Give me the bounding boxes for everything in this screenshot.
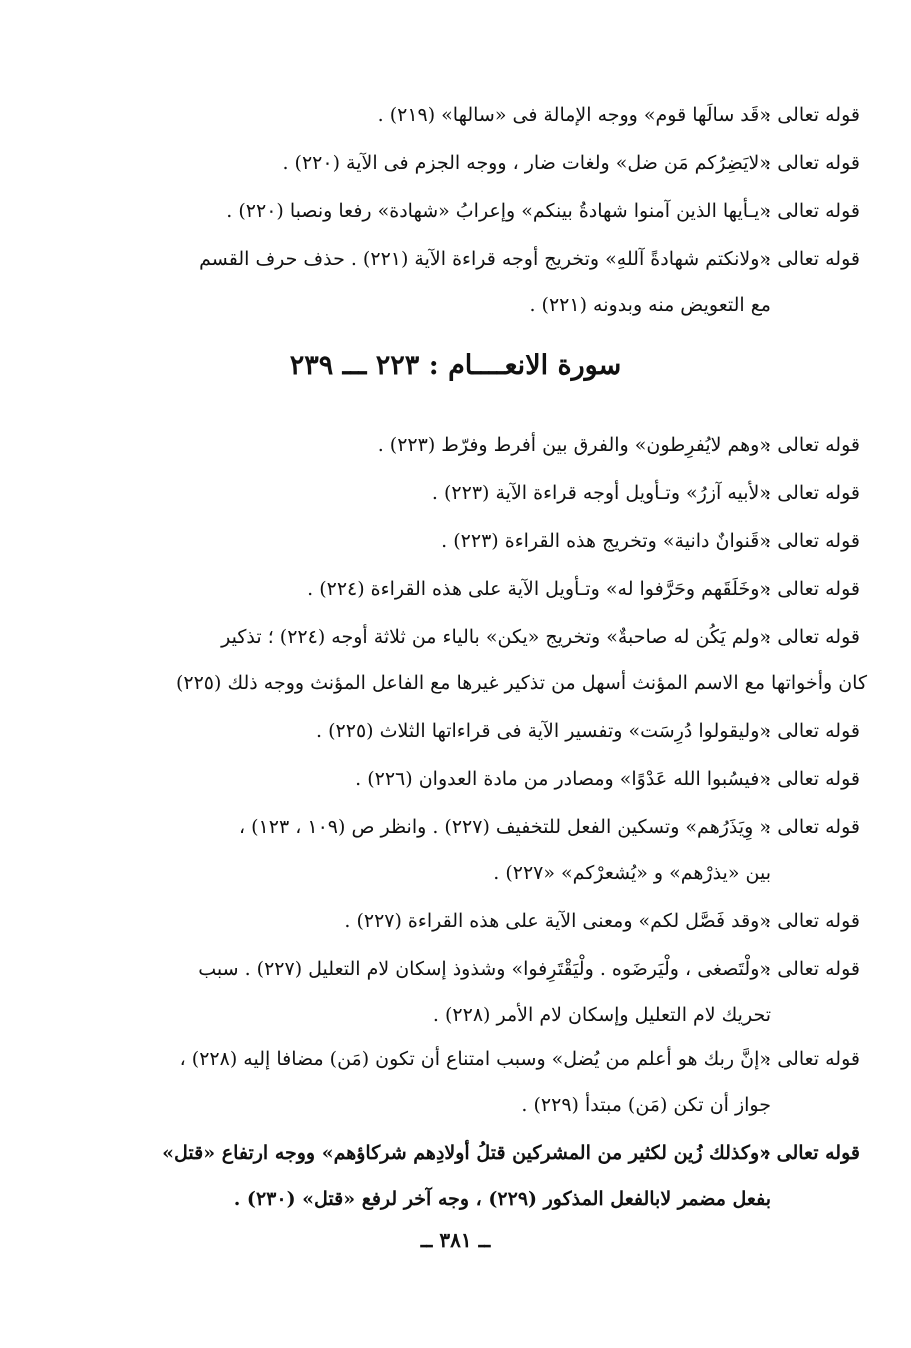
index-entry: [129, 756, 859, 802]
entry-head: قوله تعالى :: [764, 910, 860, 932]
entry-line: «ولانكتم شهادةً آللهِ» وتخريج أوجه قراءة الآية (٢٢١) . حذف حرف القسم: [199, 248, 771, 270]
index-entry: [129, 804, 859, 896]
entry-head: قوله تعالى :: [764, 530, 860, 552]
index-entry: [129, 614, 867, 706]
entry-head: قوله تعالى :: [764, 152, 860, 174]
entry-head: قوله تعالى :: [764, 816, 860, 838]
index-entry: [129, 1036, 859, 1128]
index-entry: [129, 470, 859, 516]
index-entry: [129, 566, 859, 612]
entry-head: قوله تعالى :: [764, 578, 860, 600]
entry-line: « وِيَذَرُهم» وتسكين الفعل للتخفيف (٢٢٧) . وانظر ص (١٠٩ ، ١٢٣) ،: [238, 816, 771, 838]
entry-line: مع التعويض منه وبدونه (٢٢١) .: [529, 294, 771, 316]
entry-head: قوله تعالى :: [764, 434, 860, 456]
entry-line: «لأبيه آزرُ» وتـأويل أوجه قراءة الآية (٢٢٣) .: [431, 482, 771, 504]
entry-line: «وقد فَصَّل لكم» ومعنى الآية على هذه القراءة (٢٢٧) .: [344, 910, 771, 932]
entry-head: قوله تعالى :: [764, 200, 860, 222]
entry-line: «إنَّ ربك هو أعلم من يُضل» وسبب امتناع أن تكون (مَن) مضافا إليه (٢٢٨) ،: [179, 1048, 771, 1070]
entry-line: «قَنوانٌ دانية» وتخريج هذه القراءة (٢٢٣) .: [441, 530, 771, 552]
entry-head: قوله تعالى :: [764, 720, 860, 742]
entry-line: تحريك لام التعليل وإسكان لام الأمر (٢٢٨) .: [432, 1004, 771, 1026]
entry-line: «قَد سالَها قوم» ووجه الإمالة فى «سالها» (٢١٩) .: [377, 104, 771, 126]
page-number: ــ ٣٨١ ــ: [420, 1228, 491, 1252]
index-entry: [129, 946, 859, 1038]
entry-line: «فيسُبوا الله عَدْوًا» ومصادر من مادة العدوان (٢٢٦) .: [355, 768, 771, 790]
entry-line: «وكذلك زُين لكثير من المشركين قتلُ أولادِهم شركاؤهم» ووجه ارتفاع «قتل»: [162, 1142, 771, 1164]
index-entry: [129, 898, 859, 944]
entry-line: كان وأخواتها مع الاسم المؤنث أسهل من تذكير غيرها مع الفاعل المؤنث ووجه ذلك (٢٢٥): [175, 672, 867, 694]
entry-line: «وخَلَقَهم وحَرَّفوا له» وتـأويل الآية على هذه القراءة (٢٢٤) .: [307, 578, 771, 600]
index-entry: [129, 92, 859, 138]
entry-line: «ولم يَكُن له صاحبةٌ» وتخريج «يكن» بالياء من ثلاثة أوجه (٢٢٤) ؛ تذكير: [221, 626, 771, 648]
entry-line: بين «يذرْهم» و «يُشعرْكم» «٢٢٧) .: [493, 862, 771, 884]
entry-line: جواز أن تكن (مَن) مبتدأ (٢٢٩) .: [521, 1094, 771, 1116]
entry-head: قوله تعالى :: [764, 104, 860, 126]
index-entry: [129, 1130, 859, 1222]
entry-line: «وهم لايُفرِطون» والفرق بين أفرط وفرّط (٢٢٣) .: [377, 434, 771, 456]
entry-head: قوله تعالى :: [764, 626, 860, 648]
entry-head: قوله تعالى :: [764, 768, 860, 790]
entry-head: قوله تعالى :: [764, 958, 860, 980]
entry-head: قوله تعالى :: [764, 1048, 860, 1070]
entry-head: قوله تعالى :: [764, 248, 860, 270]
entry-line: «ولْتَصغى ، ولْيَرضَوه . ولْيَقْتَرِفوا» وشذوذ إسكان لام التعليل (٢٢٧) . سبب: [198, 958, 771, 980]
index-entry: [129, 140, 859, 186]
section-heading: سورة الانعــــام : ٢٢٣ ـــ ٢٣٩: [289, 350, 622, 381]
index-entry: [129, 422, 859, 468]
entry-line: «لايَضِرُكم مَن ضل» ولغات ضار ، ووجه الجزم فى الآية (٢٢٠) .: [282, 152, 771, 174]
index-entry: [129, 518, 859, 564]
index-entry: [129, 188, 859, 234]
entry-head: قوله تعالى :: [764, 482, 860, 504]
entry-line: «وليقولوا دُرِسَت» وتفسير الآية فى قراءاتها الثلاث (٢٢٥) .: [316, 720, 771, 742]
entry-head: قوله تعالى :: [763, 1142, 860, 1164]
entry-line: بفعل مضمر لابالفعل المذكور (٢٢٩) ، وجه آخر لرفع «قتل» (٢٣٠) .: [233, 1188, 771, 1210]
index-entry: [129, 236, 859, 328]
index-entry: [129, 708, 859, 754]
entry-line: «يـأيها الذين آمنوا شهادةُ بينكم» وإعرابُ «شهادة» رفعا ونصبا (٢٢٠) .: [226, 200, 771, 222]
